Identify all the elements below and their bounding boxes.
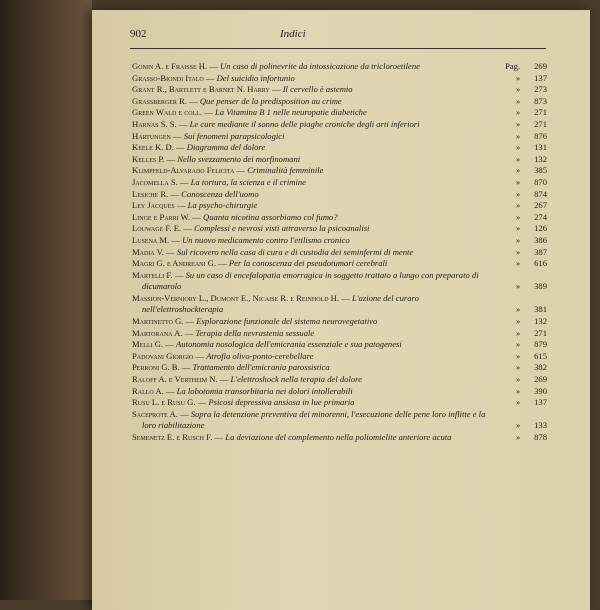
entry-separator: — bbox=[174, 200, 188, 211]
index-entry bbox=[132, 316, 547, 328]
entry-page-prefix: » bbox=[515, 339, 521, 350]
entry-page-ref bbox=[495, 212, 547, 224]
entry-title: Su un caso di encefalopatia emorragica in soggetto trattato a lungo con preparato di dicumarolo bbox=[142, 269, 479, 292]
entry-page-prefix: » bbox=[515, 130, 521, 141]
entry-title: Il cervello è astemio bbox=[282, 84, 353, 95]
index-entry bbox=[132, 61, 547, 73]
entry-page-prefix: » bbox=[515, 432, 521, 442]
entry-page-prefix: » bbox=[515, 211, 521, 222]
entry-author: Jacomella S. bbox=[132, 176, 178, 187]
entry-title: Psicosi depressiva ansiosa in lue primaria bbox=[208, 397, 355, 408]
book-page bbox=[92, 10, 590, 610]
entry-page-prefix: » bbox=[515, 188, 521, 199]
index-entry bbox=[132, 374, 547, 386]
entry-separator: — bbox=[173, 142, 187, 153]
entry-title: Sul ricovero nella casa di cura e di custodia dei seminfermi di mente bbox=[176, 246, 414, 257]
index-entry bbox=[132, 293, 547, 316]
entry-title: Sui fenomeni parapsicologici bbox=[183, 130, 285, 141]
entry-author: Semenetz E. e Rusch F. bbox=[132, 432, 213, 442]
entry-author: Louwage F. E. bbox=[132, 223, 182, 234]
header-rule bbox=[130, 48, 546, 49]
entry-page-number: 387 bbox=[534, 246, 547, 257]
index-entry bbox=[132, 409, 547, 432]
index-entry bbox=[132, 432, 547, 444]
entry-page-number: 874 bbox=[534, 188, 547, 199]
entry-page-ref bbox=[495, 374, 547, 386]
entry-page-ref bbox=[495, 107, 547, 119]
entry-title: Un caso di polinevrite da intossicazione da tricloroetilene bbox=[220, 61, 420, 71]
entry-page-prefix: » bbox=[515, 385, 521, 396]
entry-page-ref bbox=[495, 200, 547, 212]
entry-page-ref bbox=[495, 397, 547, 409]
index-entry bbox=[132, 397, 547, 409]
entry-page-ref bbox=[495, 142, 547, 154]
entry-page-ref bbox=[495, 339, 547, 351]
entry-page-number: 267 bbox=[534, 200, 547, 211]
entry-author: Melli G. bbox=[132, 339, 164, 350]
running-title: Indici bbox=[280, 28, 306, 40]
entry-separator: — bbox=[202, 107, 215, 118]
entry-page-ref bbox=[495, 304, 547, 316]
entry-page-number: 870 bbox=[534, 176, 547, 187]
entry-page-ref bbox=[495, 258, 547, 270]
entry-author: Padovani Giorgio bbox=[132, 350, 194, 361]
entry-title: Le cure mediante il sonno delle piaghe croniche degli arti inferiori bbox=[189, 118, 420, 129]
entry-page-number: 133 bbox=[534, 420, 547, 431]
entry-author: Martinetto G. bbox=[132, 316, 184, 327]
entry-page-number: 137 bbox=[534, 397, 547, 408]
entry-separator: — bbox=[186, 95, 200, 106]
entry-title: Trattamento dell'emicrania parossistica bbox=[192, 362, 330, 373]
entry-page-number: 273 bbox=[534, 84, 547, 95]
entry-title: Esplorazione funzionale del sistema neurovegetativo bbox=[196, 316, 378, 327]
entry-separator: — bbox=[193, 350, 207, 361]
entry-separator: — bbox=[169, 234, 183, 245]
entry-page-ref bbox=[495, 223, 547, 235]
entry-separator: — bbox=[195, 397, 209, 408]
entry-page-ref bbox=[495, 165, 547, 177]
entry-separator: — bbox=[181, 223, 195, 234]
entry-page-number: 271 bbox=[534, 118, 547, 129]
entry-separator: — bbox=[183, 316, 197, 327]
entry-page-ref bbox=[495, 131, 547, 143]
index-entry bbox=[132, 165, 547, 177]
entry-page-prefix: » bbox=[515, 200, 521, 211]
entry-page-ref bbox=[495, 432, 547, 444]
index-entries bbox=[132, 61, 547, 444]
entry-separator: — bbox=[170, 130, 184, 141]
index-entry bbox=[132, 96, 547, 108]
entry-title: Autonomia nosologica dell'emicrania essenziale e sua patogenesi bbox=[176, 339, 402, 350]
entry-page-prefix: » bbox=[515, 118, 521, 129]
entry-author: Martelli F. bbox=[132, 269, 173, 280]
index-entry bbox=[132, 119, 547, 131]
entry-page-prefix: » bbox=[515, 316, 521, 327]
entry-page-prefix: » bbox=[515, 153, 521, 164]
entry-title: Un nuovo medicamento contro l'etilismo cronico bbox=[182, 234, 350, 245]
entry-page-number: 269 bbox=[534, 374, 547, 385]
entry-title: Diagramma del dolore bbox=[186, 142, 266, 153]
entry-page-prefix: » bbox=[515, 420, 521, 431]
entry-separator: — bbox=[212, 432, 226, 442]
entry-page-ref bbox=[495, 281, 547, 293]
index-entry bbox=[132, 270, 547, 293]
book-spine-shadow bbox=[0, 0, 92, 600]
entry-page-prefix: » bbox=[515, 397, 521, 408]
entry-page-ref bbox=[495, 316, 547, 328]
entry-author: Madia V. bbox=[132, 246, 164, 257]
entry-author: Massion-Verniory L., Dumont E., Nicaise R. e Reinhold H. bbox=[132, 292, 340, 303]
index-entry bbox=[132, 212, 547, 224]
index-entry bbox=[132, 223, 547, 235]
entry-separator: — bbox=[163, 339, 177, 350]
entry-separator: — bbox=[207, 61, 221, 71]
entry-page-number: 878 bbox=[534, 432, 547, 442]
entry-page-number: 876 bbox=[534, 130, 547, 141]
index-entry bbox=[132, 142, 547, 154]
entry-page-ref bbox=[495, 420, 547, 432]
entry-page-ref bbox=[495, 386, 547, 398]
entry-page-ref bbox=[495, 61, 547, 73]
entry-author: Gonin A. e Fraisse H. bbox=[132, 61, 208, 71]
entry-page-number: 381 bbox=[534, 304, 547, 315]
entry-page-number: 879 bbox=[534, 339, 547, 350]
entry-page-number: 615 bbox=[534, 350, 547, 361]
entry-page-number: 274 bbox=[534, 211, 547, 222]
index-entry bbox=[132, 154, 547, 166]
entry-title: Del suicidio infortunio bbox=[216, 72, 295, 83]
entry-title: La psycho-chirurgie bbox=[187, 200, 258, 211]
entry-page-prefix: » bbox=[515, 327, 521, 338]
entry-separator: — bbox=[176, 118, 190, 129]
entry-author: Grasso-Biondi Italo bbox=[132, 72, 204, 83]
entry-page-number: 126 bbox=[534, 223, 547, 234]
entry-page-prefix: » bbox=[515, 223, 521, 234]
entry-title: Sopra la detenzione preventiva dei minorenni, l'esecuzione delle pene loro inflitte e la loro riabilitazione bbox=[142, 408, 486, 431]
entry-page-number: 616 bbox=[534, 258, 547, 269]
entry-separator: — bbox=[269, 84, 283, 95]
page-number: 902 bbox=[130, 28, 147, 40]
entry-author: Saceprote A. bbox=[132, 408, 178, 419]
entry-page-number: 873 bbox=[534, 95, 547, 106]
index-entry bbox=[132, 339, 547, 351]
entry-page-ref bbox=[495, 362, 547, 374]
index-entry bbox=[132, 386, 547, 398]
entry-title: La deviazione del complemento nella poliomielite anteriore acuta bbox=[225, 432, 452, 442]
entry-page-number: 386 bbox=[534, 234, 547, 245]
entry-title: Conoscenza dell'uomo bbox=[181, 188, 259, 199]
entry-page-prefix: » bbox=[515, 176, 521, 187]
entry-page-number: 132 bbox=[534, 316, 547, 327]
entry-title: La lobotomia transorbitaria nei dolori intollerabili bbox=[176, 385, 353, 396]
entry-author: Magri G. e Andreani G. bbox=[132, 258, 217, 269]
page-header bbox=[130, 28, 540, 48]
entry-page-prefix: Pag. bbox=[505, 61, 521, 71]
entry-page-ref bbox=[495, 328, 547, 340]
entry-page-ref bbox=[495, 96, 547, 108]
entry-page-ref bbox=[495, 351, 547, 363]
index-entry bbox=[132, 73, 547, 85]
index-entry bbox=[132, 84, 547, 96]
entry-author: Grant R., Bartlett e Barnet N. Harry bbox=[132, 84, 270, 95]
entry-title: L'elettroshock nella terapia del dolore bbox=[230, 374, 363, 385]
entry-page-prefix: » bbox=[515, 304, 521, 315]
entry-page-prefix: » bbox=[515, 72, 521, 83]
entry-page-prefix: » bbox=[515, 165, 521, 176]
entry-title: L'azione del curaro nell'elettroshockterapia bbox=[142, 292, 419, 315]
entry-page-prefix: » bbox=[515, 234, 521, 245]
entry-page-number: 131 bbox=[534, 142, 547, 153]
entry-page-number: 382 bbox=[534, 362, 547, 373]
entry-author: Rusu L. e Rusu G. bbox=[132, 397, 196, 408]
entry-page-ref bbox=[495, 154, 547, 166]
entry-separator: — bbox=[168, 188, 182, 199]
entry-page-number: 269 bbox=[534, 61, 547, 71]
entry-page-prefix: » bbox=[515, 258, 521, 269]
entry-page-number: 132 bbox=[534, 153, 547, 164]
entry-page-ref bbox=[495, 84, 547, 96]
entry-author: Rallo A. bbox=[132, 385, 164, 396]
entry-separator: — bbox=[164, 153, 178, 164]
index-entry bbox=[132, 247, 547, 259]
entry-page-prefix: » bbox=[515, 362, 521, 373]
entry-author: Lusena M. bbox=[132, 234, 170, 245]
entry-page-prefix: » bbox=[515, 142, 521, 153]
entry-separator: — bbox=[163, 246, 177, 257]
entry-title: Per la conoscenza dei pseudotumori cerebrali bbox=[228, 258, 388, 269]
entry-title: Quanta nicotina assorbiamo col fumo? bbox=[203, 211, 338, 222]
entry-page-number: 271 bbox=[534, 327, 547, 338]
index-entry bbox=[132, 200, 547, 212]
entry-title: Nello svezzamento dei morfinomani bbox=[177, 153, 301, 164]
index-entry bbox=[132, 258, 547, 270]
entry-author: Hartungen bbox=[132, 130, 171, 141]
index-entry bbox=[132, 131, 547, 143]
entry-author: Ley Jacques bbox=[132, 200, 175, 211]
entry-title: Que penser de la predisposition au crime bbox=[199, 95, 342, 106]
entry-page-number: 137 bbox=[534, 72, 547, 83]
index-entry bbox=[132, 107, 547, 119]
entry-page-prefix: » bbox=[515, 350, 521, 361]
entry-author: Harnas S. S. bbox=[132, 118, 177, 129]
entry-title: Complessi e nevrosi visti attraverso la psicoanalisi bbox=[194, 223, 370, 234]
entry-separator: — bbox=[172, 269, 186, 280]
entry-page-prefix: » bbox=[515, 107, 521, 118]
entry-separator: — bbox=[177, 176, 191, 187]
entry-title: La Vitamina B 1 nelle neuropatie diabetiche bbox=[214, 107, 367, 118]
entry-page-number: 385 bbox=[534, 165, 547, 176]
entry-page-prefix: » bbox=[515, 84, 521, 95]
entry-author: Lesiche R. bbox=[132, 188, 169, 199]
entry-page-prefix: » bbox=[515, 95, 521, 106]
entry-author: Green Wald e coll. bbox=[132, 107, 203, 118]
entry-author: Martorana A. bbox=[132, 327, 183, 338]
entry-page-ref bbox=[495, 119, 547, 131]
entry-page-ref bbox=[495, 177, 547, 189]
entry-author: Linge e Parri W. bbox=[132, 211, 191, 222]
entry-title: Terapia della nevrastenia sessuale bbox=[195, 327, 315, 338]
entry-author: Raloff A. e Vertheim N. bbox=[132, 374, 218, 385]
index-entry bbox=[132, 328, 547, 340]
entry-page-prefix: » bbox=[515, 374, 521, 385]
entry-page-number: 390 bbox=[534, 385, 547, 396]
entry-title: Atrofia olivo-ponto-cerebellare bbox=[206, 350, 314, 361]
index-entry bbox=[132, 362, 547, 374]
entry-separator: — bbox=[216, 258, 229, 269]
index-entry bbox=[132, 177, 547, 189]
entry-page-ref bbox=[495, 189, 547, 201]
entry-author: Keele K. D. bbox=[132, 142, 174, 153]
entry-page-ref bbox=[495, 73, 547, 85]
entry-separator: — bbox=[339, 292, 352, 303]
entry-author: Grassberger R. bbox=[132, 95, 187, 106]
entry-separator: — bbox=[217, 374, 231, 385]
entry-separator: — bbox=[177, 408, 191, 419]
entry-page-number: 271 bbox=[534, 107, 547, 118]
entry-page-number: 389 bbox=[534, 281, 547, 292]
entry-page-ref bbox=[495, 247, 547, 259]
index-entry bbox=[132, 235, 547, 247]
index-entry bbox=[132, 189, 547, 201]
entry-page-ref bbox=[495, 235, 547, 247]
entry-author: Kelles P. bbox=[132, 153, 165, 164]
entry-separator: — bbox=[190, 211, 204, 222]
entry-author: Klimpfeld-Alvarado Felicita bbox=[132, 165, 235, 176]
entry-page-prefix: » bbox=[515, 246, 521, 257]
entry-author: Perroni G. B. bbox=[132, 362, 180, 373]
entry-separator: — bbox=[203, 72, 217, 83]
entry-title: La tortura, la scienza e il crimine bbox=[190, 176, 306, 187]
entry-separator: — bbox=[163, 385, 177, 396]
entry-separator: — bbox=[234, 165, 248, 176]
entry-separator: — bbox=[182, 327, 196, 338]
index-entry bbox=[132, 351, 547, 363]
entry-separator: — bbox=[179, 362, 193, 373]
entry-title: Criminalità femminile bbox=[247, 165, 324, 176]
entry-page-prefix: » bbox=[515, 281, 521, 292]
